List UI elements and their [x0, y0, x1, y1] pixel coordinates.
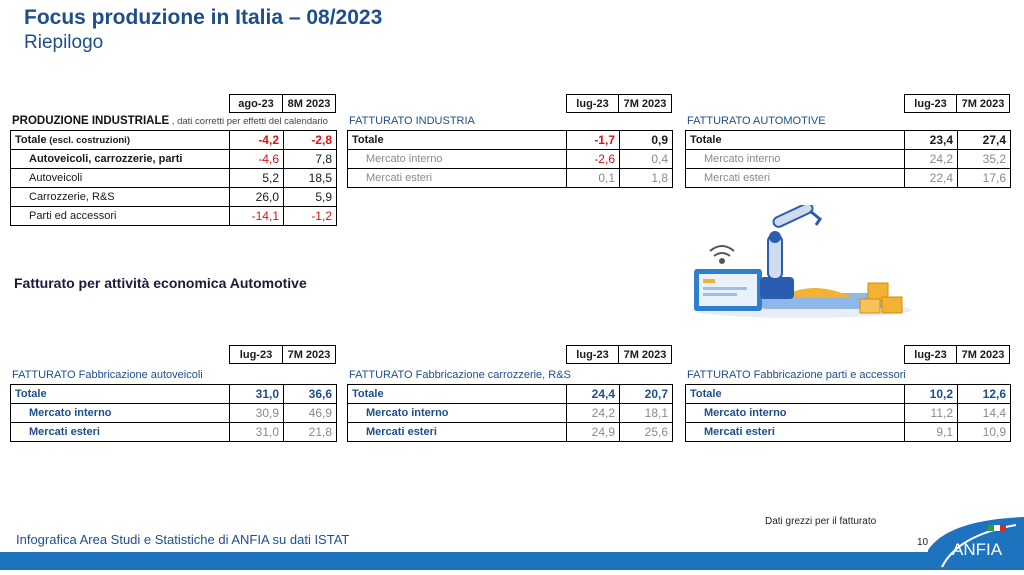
fab3-table	[685, 384, 1011, 442]
cell-value: 23,4	[905, 131, 958, 150]
table-row	[686, 423, 1011, 442]
cell-value: 24,4	[567, 385, 620, 404]
prod-col1-header: ago-23	[229, 94, 283, 113]
footnote: Dati grezzi per il fatturato	[765, 516, 877, 527]
source-caption: Infografica Area Studi e Statistiche di ANFIA su dati ISTAT	[16, 532, 350, 547]
cell-value: 30,9	[230, 404, 284, 423]
table-row	[686, 169, 1011, 188]
row-label: Mercato interno	[686, 150, 905, 169]
fab3-caption: FATTURATO Fabbricazione parti e accessori	[687, 369, 906, 381]
prod-col2-header: 8M 2023	[283, 94, 336, 113]
table-row	[348, 131, 673, 150]
page-number: 10	[917, 537, 929, 548]
row-label: Mercati esteri	[348, 169, 567, 188]
cell-value: 31,0	[230, 423, 284, 442]
table-row	[686, 404, 1011, 423]
ind-col1-header: lug-23	[566, 94, 619, 113]
cell-value: 24,9	[567, 423, 620, 442]
cell-value: 20,7	[620, 385, 673, 404]
row-label: Mercato interno	[686, 404, 905, 423]
cell-value: 27,4	[958, 131, 1011, 150]
row-label: Mercato interno	[11, 404, 230, 423]
table-row	[11, 404, 337, 423]
row-label: Mercato interno	[348, 404, 567, 423]
table-row	[686, 385, 1011, 404]
cell-value: 22,4	[905, 169, 958, 188]
ind-table-header	[566, 94, 672, 113]
prod-caption	[12, 115, 328, 127]
row-label-suffix: (escl. costruzioni)	[46, 135, 130, 146]
cell-value: 17,6	[958, 169, 1011, 188]
table-row	[11, 207, 337, 226]
footer-bar	[0, 552, 1024, 570]
auto-col1-header: lug-23	[904, 94, 957, 113]
fab2-caption: FATTURATO Fabbricazione carrozzerie, R&S	[349, 369, 571, 381]
prod-caption-note: , dati corretti per effetti del calendario	[169, 116, 328, 127]
cell-value: 10,2	[905, 385, 958, 404]
cell-value: 24,2	[905, 150, 958, 169]
robot-arm-illustration	[682, 205, 912, 320]
cell-value: -1,2	[284, 207, 337, 226]
row-label: Totale	[686, 131, 905, 150]
table-row	[348, 169, 673, 188]
table-row	[11, 385, 337, 404]
table-row	[348, 385, 673, 404]
fab3-table-header	[904, 345, 1010, 364]
cell-value: 24,2	[567, 404, 620, 423]
cell-value: 5,2	[230, 169, 284, 188]
cell-value: 35,2	[958, 150, 1011, 169]
table-row	[11, 188, 337, 207]
fab1-table	[10, 384, 337, 442]
row-label: Autoveicoli, carrozzerie, parti	[11, 150, 230, 169]
table-row	[348, 423, 673, 442]
cell-value: 25,6	[620, 423, 673, 442]
fab2-col1-header: lug-23	[566, 345, 619, 364]
ind-caption: FATTURATO INDUSTRIA	[349, 115, 475, 127]
page-subtitle: Riepilogo	[24, 32, 104, 53]
fab1-col2-header: 7M 2023	[283, 345, 336, 364]
cell-value: 0,9	[620, 131, 673, 150]
auto-table-header	[904, 94, 1010, 113]
cell-value: 7,8	[284, 150, 337, 169]
row-label: Totale	[11, 385, 230, 404]
table-row	[686, 150, 1011, 169]
cell-value: -1,7	[567, 131, 620, 150]
anfia-logo-shape	[928, 515, 1024, 570]
prod-table-header	[229, 94, 336, 113]
auto-col2-header: 7M 2023	[957, 94, 1010, 113]
cell-value: 10,9	[958, 423, 1011, 442]
auto-table	[685, 130, 1011, 188]
row-label-text: Totale	[15, 134, 47, 146]
section-title: Fatturato per attività economica Automotive	[14, 275, 307, 291]
table-row	[11, 423, 337, 442]
cell-value: 18,1	[620, 404, 673, 423]
cell-value: 46,9	[284, 404, 337, 423]
table-row	[11, 131, 337, 150]
cell-value: 11,2	[905, 404, 958, 423]
row-label: Mercati esteri	[11, 423, 230, 442]
fab2-table-header	[566, 345, 672, 364]
table-row	[348, 150, 673, 169]
fab2-col2-header: 7M 2023	[619, 345, 672, 364]
table-row	[686, 131, 1011, 150]
cell-value: 36,6	[284, 385, 337, 404]
cell-value: 0,4	[620, 150, 673, 169]
table-row	[11, 169, 337, 188]
row-label: Totale	[348, 385, 567, 404]
row-label: Mercati esteri	[686, 169, 905, 188]
fab1-col1-header: lug-23	[229, 345, 283, 364]
row-label: Carrozzerie, R&S	[11, 188, 230, 207]
fab3-col1-header: lug-23	[904, 345, 957, 364]
fab3-col2-header: 7M 2023	[957, 345, 1010, 364]
cell-value: -4,6	[230, 150, 284, 169]
row-label: Totale	[686, 385, 905, 404]
ind-col2-header: 7M 2023	[619, 94, 672, 113]
wifi-icon	[710, 246, 734, 263]
cell-value: -2,8	[284, 131, 337, 150]
cell-value: 5,9	[284, 188, 337, 207]
cell-value: 18,5	[284, 169, 337, 188]
fab1-caption: FATTURATO Fabbricazione autoveicoli	[12, 369, 203, 381]
cell-value: 14,4	[958, 404, 1011, 423]
row-label: Autoveicoli	[11, 169, 230, 188]
table-row	[11, 150, 337, 169]
cell-value: -2,6	[567, 150, 620, 169]
cell-value: 1,8	[620, 169, 673, 188]
cell-value: 0,1	[567, 169, 620, 188]
ind-table	[347, 130, 673, 188]
row-label: Totale	[348, 131, 567, 150]
table-row	[348, 404, 673, 423]
fab1-table-header	[229, 345, 336, 364]
row-label: Mercati esteri	[686, 423, 905, 442]
prod-table	[10, 130, 337, 226]
row-label: Parti ed accessori	[11, 207, 230, 226]
cell-value: 9,1	[905, 423, 958, 442]
page-title: Focus produzione in Italia – 08/2023	[24, 6, 383, 29]
prod-caption-title: PRODUZIONE INDUSTRIALE	[12, 115, 170, 127]
row-label: Mercato interno	[348, 150, 567, 169]
cell-value: -14,1	[230, 207, 284, 226]
cell-value: 31,0	[230, 385, 284, 404]
row-label	[11, 131, 230, 150]
auto-caption: FATTURATO AUTOMOTIVE	[687, 115, 826, 127]
fab2-table	[347, 384, 673, 442]
cell-value: 21,8	[284, 423, 337, 442]
anfia-logo	[928, 515, 1024, 570]
logo-text: ANFIA	[952, 540, 1003, 559]
row-label: Mercati esteri	[348, 423, 567, 442]
cell-value: -4,2	[230, 131, 284, 150]
cell-value: 26,0	[230, 188, 284, 207]
cell-value: 12,6	[958, 385, 1011, 404]
